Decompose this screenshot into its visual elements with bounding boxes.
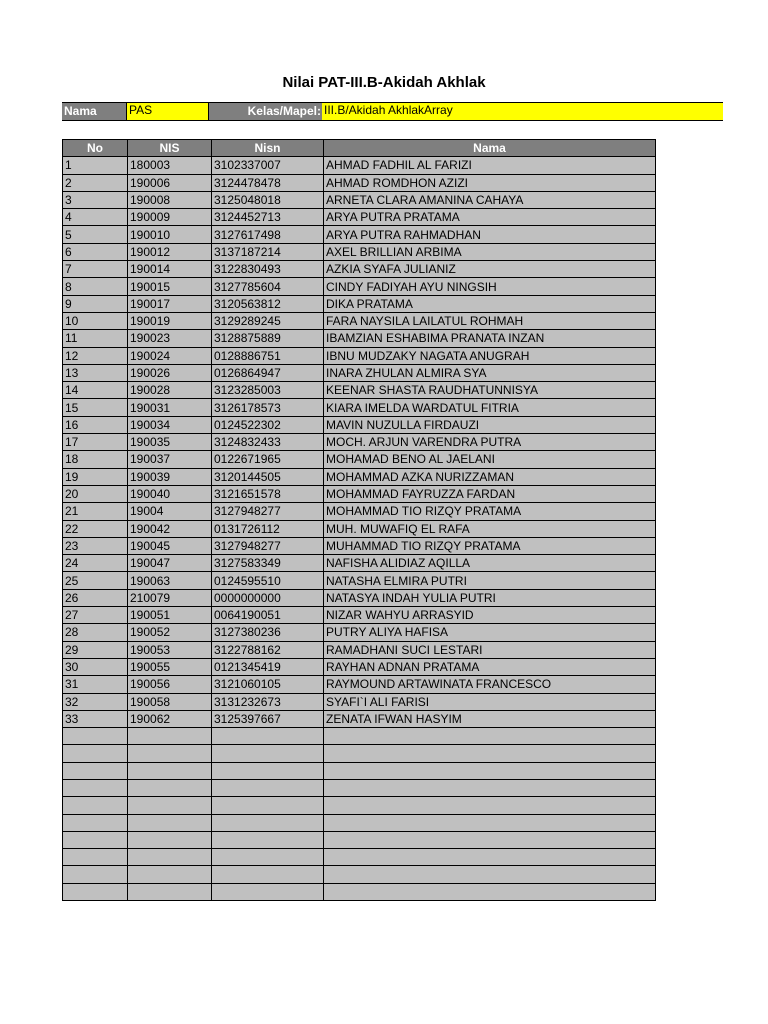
table-row (63, 555, 656, 572)
table-row (63, 779, 656, 796)
cell-nama[interactable] (324, 831, 656, 848)
cell-nama[interactable]: RAYHAN ADNAN PRATAMA (324, 658, 656, 675)
cell-nis[interactable]: 190047 (128, 555, 212, 572)
cell-no[interactable]: 2 (63, 174, 128, 191)
cell-nama[interactable]: CINDY FADIYAH AYU NINGSIH (324, 278, 656, 295)
table-row (63, 814, 656, 831)
cell-nama[interactable]: NATASHA ELMIRA PUTRI (324, 572, 656, 589)
cell-nis[interactable] (128, 831, 212, 848)
table-row (63, 693, 656, 710)
cell-nisn[interactable]: 3127948277 (212, 503, 324, 520)
cell-nisn[interactable]: 0124522302 (212, 416, 324, 433)
cell-nis[interactable]: 190034 (128, 416, 212, 433)
cell-nama[interactable] (324, 745, 656, 762)
cell-nis[interactable] (128, 866, 212, 883)
cell-nisn[interactable]: 3124832433 (212, 434, 324, 451)
table-row (63, 485, 656, 502)
cell-no[interactable]: 29 (63, 641, 128, 658)
cell-nama[interactable]: MOCH. ARJUN VARENDRA PUTRA (324, 434, 656, 451)
cell-nama[interactable]: MAVIN NUZULLA FIRDAUZI (324, 416, 656, 433)
cell-no[interactable]: 17 (63, 434, 128, 451)
page-title: Nilai PAT-III.B-Akidah Akhlak (282, 74, 486, 91)
cell-nisn[interactable]: 3128875889 (212, 330, 324, 347)
cell-nama[interactable]: AZKIA SYAFA JULIANIZ (324, 261, 656, 278)
cell-nis[interactable]: 190037 (128, 451, 212, 468)
cell-nisn[interactable] (212, 797, 324, 814)
cell-no[interactable] (63, 728, 128, 745)
table-row (63, 710, 656, 727)
cell-nama[interactable]: ARYA PUTRA PRATAMA (324, 209, 656, 226)
cell-nama[interactable] (324, 762, 656, 779)
cell-nama[interactable]: KIARA IMELDA WARDATUL FITRIA (324, 399, 656, 416)
table-row (63, 434, 656, 451)
cell-nisn[interactable]: 3122830493 (212, 261, 324, 278)
cell-no[interactable]: 33 (63, 710, 128, 727)
cell-no[interactable]: 18 (63, 451, 128, 468)
cell-nis[interactable]: 190045 (128, 537, 212, 554)
cell-no[interactable]: 13 (63, 364, 128, 381)
cell-nis[interactable]: 190052 (128, 624, 212, 641)
cell-nis[interactable]: 190051 (128, 607, 212, 624)
cell-nis[interactable]: 190017 (128, 295, 212, 312)
table-row (63, 451, 656, 468)
cell-nisn[interactable]: 3124452713 (212, 209, 324, 226)
cell-nis[interactable]: 190006 (128, 174, 212, 191)
cell-nisn[interactable]: 0000000000 (212, 589, 324, 606)
header-nis[interactable]: NIS (128, 140, 212, 157)
cell-nisn[interactable]: 3127785604 (212, 278, 324, 295)
cell-nis[interactable] (128, 814, 212, 831)
header-nisn[interactable]: Nisn (212, 140, 324, 157)
table-row (63, 503, 656, 520)
cell-nisn[interactable]: 0124595510 (212, 572, 324, 589)
student-grade-table (62, 139, 656, 901)
cell-nisn[interactable] (212, 728, 324, 745)
cell-nisn[interactable]: 0128886751 (212, 347, 324, 364)
cell-no[interactable]: 31 (63, 676, 128, 693)
cell-nis[interactable]: 190026 (128, 364, 212, 381)
nama-label: Nama (62, 102, 126, 121)
cell-nisn[interactable]: 3125397667 (212, 710, 324, 727)
header-nama[interactable]: Nama (324, 140, 656, 157)
cell-no[interactable] (63, 745, 128, 762)
cell-nisn[interactable]: 0126864947 (212, 364, 324, 381)
table-row (63, 676, 656, 693)
cell-nis[interactable] (128, 745, 212, 762)
cell-no[interactable]: 7 (63, 261, 128, 278)
cell-nisn[interactable]: 3129289245 (212, 312, 324, 329)
cell-nisn[interactable] (212, 814, 324, 831)
cell-nisn[interactable] (212, 831, 324, 848)
cell-nis[interactable]: 190035 (128, 434, 212, 451)
cell-nisn[interactable]: 3120563812 (212, 295, 324, 312)
cell-nama[interactable] (324, 883, 656, 900)
cell-nisn[interactable] (212, 883, 324, 900)
table-row (63, 883, 656, 900)
cell-no[interactable] (63, 762, 128, 779)
cell-nis[interactable] (128, 728, 212, 745)
cell-nisn[interactable] (212, 745, 324, 762)
cell-nis[interactable]: 190063 (128, 572, 212, 589)
kelas-mapel-value-cell[interactable]: III.B/Akidah AkhlakArray (322, 102, 723, 121)
cell-no[interactable] (63, 883, 128, 900)
cell-nis[interactable]: 190028 (128, 382, 212, 399)
cell-nis[interactable]: 190010 (128, 226, 212, 243)
cell-nama[interactable]: MOHAMMAD TIO RIZQY PRATAMA (324, 503, 656, 520)
cell-nama[interactable] (324, 779, 656, 796)
cell-nama[interactable]: AHMAD ROMDHON AZIZI (324, 174, 656, 191)
table-row (63, 520, 656, 537)
cell-nis[interactable]: 190014 (128, 261, 212, 278)
cell-nama[interactable] (324, 814, 656, 831)
cell-no[interactable]: 21 (63, 503, 128, 520)
cell-nama[interactable]: MOHAMAD BENO AL JAELANI (324, 451, 656, 468)
table-row (63, 312, 656, 329)
table-row (63, 589, 656, 606)
table-row (63, 174, 656, 191)
cell-no[interactable]: 23 (63, 537, 128, 554)
cell-nisn[interactable]: 3127380236 (212, 624, 324, 641)
cell-nis[interactable]: 190024 (128, 347, 212, 364)
table-row (63, 537, 656, 554)
table-row (63, 243, 656, 260)
table-row (63, 399, 656, 416)
cell-nis[interactable]: 210079 (128, 589, 212, 606)
header-no[interactable]: No (63, 140, 128, 157)
cell-nis[interactable]: 190009 (128, 209, 212, 226)
table-row (63, 364, 656, 381)
cell-nisn[interactable] (212, 866, 324, 883)
cell-nis[interactable]: 190053 (128, 641, 212, 658)
cell-no[interactable] (63, 831, 128, 848)
cell-no[interactable] (63, 779, 128, 796)
cell-no[interactable]: 28 (63, 624, 128, 641)
cell-nis[interactable]: 190039 (128, 468, 212, 485)
table-row (63, 658, 656, 675)
cell-nis[interactable]: 190008 (128, 191, 212, 208)
cell-nama[interactable]: NIZAR WAHYU ARRASYID (324, 607, 656, 624)
cell-no[interactable]: 5 (63, 226, 128, 243)
cell-nama[interactable]: NAFISHA ALIDIAZ AQILLA (324, 555, 656, 572)
cell-nis[interactable]: 190042 (128, 520, 212, 537)
table-row (63, 191, 656, 208)
cell-nisn[interactable]: 3102337007 (212, 157, 324, 174)
cell-nisn[interactable] (212, 849, 324, 866)
cell-nis[interactable]: 19004 (128, 503, 212, 520)
table-row (63, 226, 656, 243)
cell-nis[interactable] (128, 762, 212, 779)
table-row (63, 866, 656, 883)
cell-nis[interactable]: 190055 (128, 658, 212, 675)
cell-nisn[interactable]: 0121345419 (212, 658, 324, 675)
cell-no[interactable]: 22 (63, 520, 128, 537)
cell-no[interactable]: 32 (63, 693, 128, 710)
cell-no[interactable]: 1 (63, 157, 128, 174)
table-row (63, 728, 656, 745)
table-row (63, 641, 656, 658)
cell-nama[interactable]: RAYMOUND ARTAWINATA FRANCESCO (324, 676, 656, 693)
cell-no[interactable] (63, 866, 128, 883)
cell-nis[interactable]: 190058 (128, 693, 212, 710)
cell-no[interactable]: 30 (63, 658, 128, 675)
table-row (63, 278, 656, 295)
cell-nama[interactable]: MOHAMMAD AZKA NURIZZAMAN (324, 468, 656, 485)
cell-nis[interactable]: 190056 (128, 676, 212, 693)
cell-no[interactable]: 16 (63, 416, 128, 433)
cell-nisn[interactable]: 3127583349 (212, 555, 324, 572)
cell-nisn[interactable]: 0064190051 (212, 607, 324, 624)
cell-nama[interactable]: RAMADHANI SUCI LESTARI (324, 641, 656, 658)
cell-nisn[interactable]: 3121651578 (212, 485, 324, 502)
cell-no[interactable]: 20 (63, 485, 128, 502)
cell-nis[interactable]: 190040 (128, 485, 212, 502)
cell-no[interactable]: 12 (63, 347, 128, 364)
cell-nama[interactable]: INARA ZHULAN ALMIRA SYA (324, 364, 656, 381)
cell-nama[interactable]: PUTRY ALIYA HAFISA (324, 624, 656, 641)
cell-no[interactable]: 10 (63, 312, 128, 329)
cell-nama[interactable]: IBNU MUDZAKY NAGATA ANUGRAH (324, 347, 656, 364)
cell-nama[interactable] (324, 866, 656, 883)
cell-nis[interactable] (128, 797, 212, 814)
table-row (63, 261, 656, 278)
cell-nama[interactable]: IBAMZIAN ESHABIMA PRANATA INZAN (324, 330, 656, 347)
table-row (63, 624, 656, 641)
cell-no[interactable]: 6 (63, 243, 128, 260)
cell-nisn[interactable] (212, 762, 324, 779)
cell-nis[interactable]: 190031 (128, 399, 212, 416)
cell-nama[interactable] (324, 849, 656, 866)
cell-nama[interactable]: DIKA PRATAMA (324, 295, 656, 312)
cell-nisn[interactable]: 0131726112 (212, 520, 324, 537)
cell-no[interactable]: 3 (63, 191, 128, 208)
cell-nis[interactable] (128, 779, 212, 796)
cell-nama[interactable]: AHMAD FADHIL AL FARIZI (324, 157, 656, 174)
cell-nis[interactable] (128, 883, 212, 900)
table-row (63, 607, 656, 624)
cell-nis[interactable]: 190023 (128, 330, 212, 347)
cell-no[interactable]: 14 (63, 382, 128, 399)
cell-nisn[interactable]: 3123285003 (212, 382, 324, 399)
cell-nisn[interactable]: 3127948277 (212, 537, 324, 554)
cell-nis[interactable]: 190019 (128, 312, 212, 329)
cell-nisn[interactable] (212, 779, 324, 796)
table-header-row (63, 140, 656, 157)
cell-nisn[interactable]: 3131232673 (212, 693, 324, 710)
cell-nisn[interactable]: 3120144505 (212, 468, 324, 485)
cell-nama[interactable]: SYAFI`I ALI FARISI (324, 693, 656, 710)
cell-no[interactable] (63, 797, 128, 814)
table-row (63, 157, 656, 174)
cell-no[interactable]: 4 (63, 209, 128, 226)
cell-nis[interactable]: 190062 (128, 710, 212, 727)
cell-nama[interactable]: NATASYA INDAH YULIA PUTRI (324, 589, 656, 606)
table-row (63, 572, 656, 589)
cell-nis[interactable] (128, 849, 212, 866)
cell-no[interactable] (63, 849, 128, 866)
cell-nisn[interactable]: 3122788162 (212, 641, 324, 658)
cell-no[interactable]: 15 (63, 399, 128, 416)
cell-no[interactable]: 8 (63, 278, 128, 295)
cell-nisn[interactable]: 0122671965 (212, 451, 324, 468)
cell-nama[interactable]: MOHAMMAD FAYRUZZA FARDAN (324, 485, 656, 502)
cell-nisn[interactable]: 3124478478 (212, 174, 324, 191)
table-row (63, 468, 656, 485)
cell-nisn[interactable]: 3127617498 (212, 226, 324, 243)
cell-nama[interactable]: ARYA PUTRA RAHMADHAN (324, 226, 656, 243)
table-row (63, 849, 656, 866)
cell-nama[interactable] (324, 728, 656, 745)
cell-no[interactable]: 24 (63, 555, 128, 572)
cell-no[interactable]: 26 (63, 589, 128, 606)
cell-nisn[interactable]: 3137187214 (212, 243, 324, 260)
table-row (63, 831, 656, 848)
table-row (63, 382, 656, 399)
table-row (63, 295, 656, 312)
cell-nama[interactable]: AXEL BRILLIAN ARBIMA (324, 243, 656, 260)
cell-nis[interactable]: 190015 (128, 278, 212, 295)
cell-nama[interactable]: ZENATA IFWAN HASYIM (324, 710, 656, 727)
cell-nama[interactable]: ARNETA CLARA AMANINA CAHAYA (324, 191, 656, 208)
cell-nama[interactable]: FARA NAYSILA LAILATUL ROHMAH (324, 312, 656, 329)
cell-no[interactable]: 27 (63, 607, 128, 624)
table-row (63, 745, 656, 762)
table-row (63, 416, 656, 433)
kelas-mapel-label: Kelas/Mapel: (209, 102, 322, 121)
student-info-bar (62, 102, 723, 121)
table-row (63, 762, 656, 779)
cell-no[interactable]: 25 (63, 572, 128, 589)
cell-nis[interactable]: 190012 (128, 243, 212, 260)
table-row (63, 330, 656, 347)
cell-nama[interactable]: MUH. MUWAFIQ EL RAFA (324, 520, 656, 537)
table-row (63, 797, 656, 814)
cell-no[interactable]: 9 (63, 295, 128, 312)
cell-nisn[interactable]: 3126178573 (212, 399, 324, 416)
cell-nama[interactable]: MUHAMMAD TIO RIZQY PRATAMA (324, 537, 656, 554)
cell-nama[interactable] (324, 797, 656, 814)
cell-nisn[interactable]: 3125048018 (212, 191, 324, 208)
cell-no[interactable] (63, 814, 128, 831)
table-row (63, 209, 656, 226)
cell-nis[interactable]: 180003 (128, 157, 212, 174)
table-row (63, 347, 656, 364)
cell-no[interactable]: 19 (63, 468, 128, 485)
cell-nama[interactable]: KEENAR SHASTA RAUDHATUNNISYA (324, 382, 656, 399)
cell-nisn[interactable]: 3121060105 (212, 676, 324, 693)
cell-no[interactable]: 11 (63, 330, 128, 347)
nama-value-cell[interactable]: PAS (126, 102, 209, 121)
